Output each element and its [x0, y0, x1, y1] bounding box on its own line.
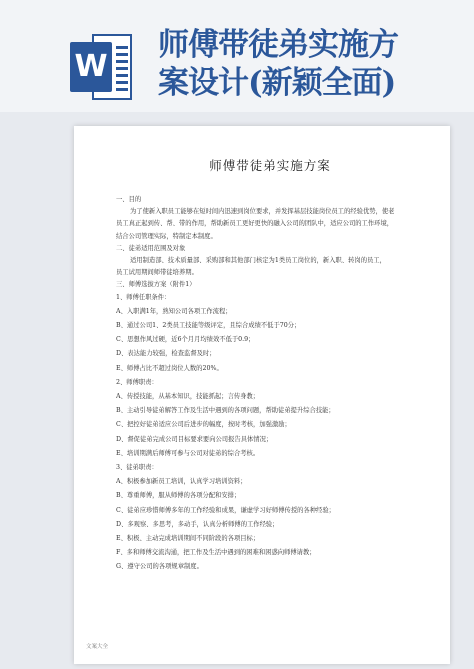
list-item: D、多观察、多思考，多动手，认真分析师傅的工作经验；	[116, 520, 279, 528]
list-item: A、积极参加新员工培训，认真学习培训资料；	[116, 478, 247, 486]
subsection-heading: 2、师傅职责：	[116, 378, 158, 386]
paragraph-line: 为了使新入职员工能够在短时间内迅速到岗位要求，并发挥基层技能岗位员工的经验优势，使老	[130, 208, 395, 216]
list-item: A、入职满1年，熟知公司各项工作流程；	[116, 307, 232, 315]
document-content	[116, 156, 424, 574]
subsection-heading: 1、师傅任职条件：	[116, 293, 171, 301]
banner-title-line1: 师傅带徒弟实施方	[158, 27, 398, 63]
paragraph-line: 适用制造部、技术质量部、采购部和其他部门核定为1类员工岗位的，新入职、转岗的员工，	[130, 257, 386, 265]
list-item: C、思想作风过硬，近6个月月均绩效不低于0.9；	[116, 336, 255, 344]
paragraph-line: 员工试用期间师带徒培养期。	[116, 269, 198, 277]
paragraph-line: 员工真正起到传、帮、带的作用，帮助新员工更好更快的融入公司的团队中，适应公司的工作环境，	[116, 220, 394, 228]
list-item: B、通过公司1、2类员工技能等级评定，且综合成绩不低于70分；	[116, 322, 301, 330]
banner-title	[158, 26, 398, 102]
page-footer: 文案大全	[86, 644, 109, 650]
document-title: 师傅带徒弟实施方案	[209, 158, 331, 173]
list-item: B、主动引导徒弟解答工作及生活中遇到的各项问题，帮助徒弟提升综合技能；	[116, 407, 335, 415]
section-heading: 三、师傅选拔方案（附件1）	[116, 281, 196, 289]
list-item: E、积极、主动完成培训期间不同阶段的各项目标；	[116, 535, 260, 543]
word-document-icon	[70, 34, 136, 100]
list-item: B、尊重师傅，服从师傅的各项分配和安排；	[116, 492, 241, 500]
list-item: A、传授技能，从基本知识，技能抓起；言传身教；	[116, 393, 260, 401]
document-page	[74, 126, 450, 664]
banner-title-line2: 案设计(新颖全面)	[158, 65, 396, 101]
list-item: G、遵守公司的各项规章制度。	[116, 563, 203, 571]
list-item: C、把控好徒弟适应公司后进步的幅度，按时考核，加强激励；	[116, 421, 291, 429]
section-heading: 一、目的	[116, 196, 142, 203]
list-item: E、培训期满后师傅可参与公司对徒弟的综合考核。	[116, 449, 260, 457]
word-logo-letter: W	[70, 42, 112, 92]
list-item: C、徒弟应珍惜师傅多年的工作经验和成果，谦虚学习好师傅传授的各种经验；	[116, 506, 335, 514]
subsection-heading: 3、徒弟职责：	[116, 464, 158, 472]
list-item: F、多和师傅交流沟通，把工作及生活中遇到的困难和困惑向师傅请教；	[116, 549, 316, 557]
list-item: D、督促徒弟完成公司目标要求要向公司报告具体情况；	[116, 435, 273, 443]
section-heading: 二、徒弟适用范围及对象	[116, 244, 186, 252]
paragraph-line: 结合公司管理实际，特制定本制度。	[116, 232, 217, 240]
list-item: D、表达能力较强，检查监督及时；	[116, 350, 216, 358]
list-item: E、师傅占比不超过岗位人数的20%。	[116, 364, 223, 372]
banner	[0, 0, 474, 112]
